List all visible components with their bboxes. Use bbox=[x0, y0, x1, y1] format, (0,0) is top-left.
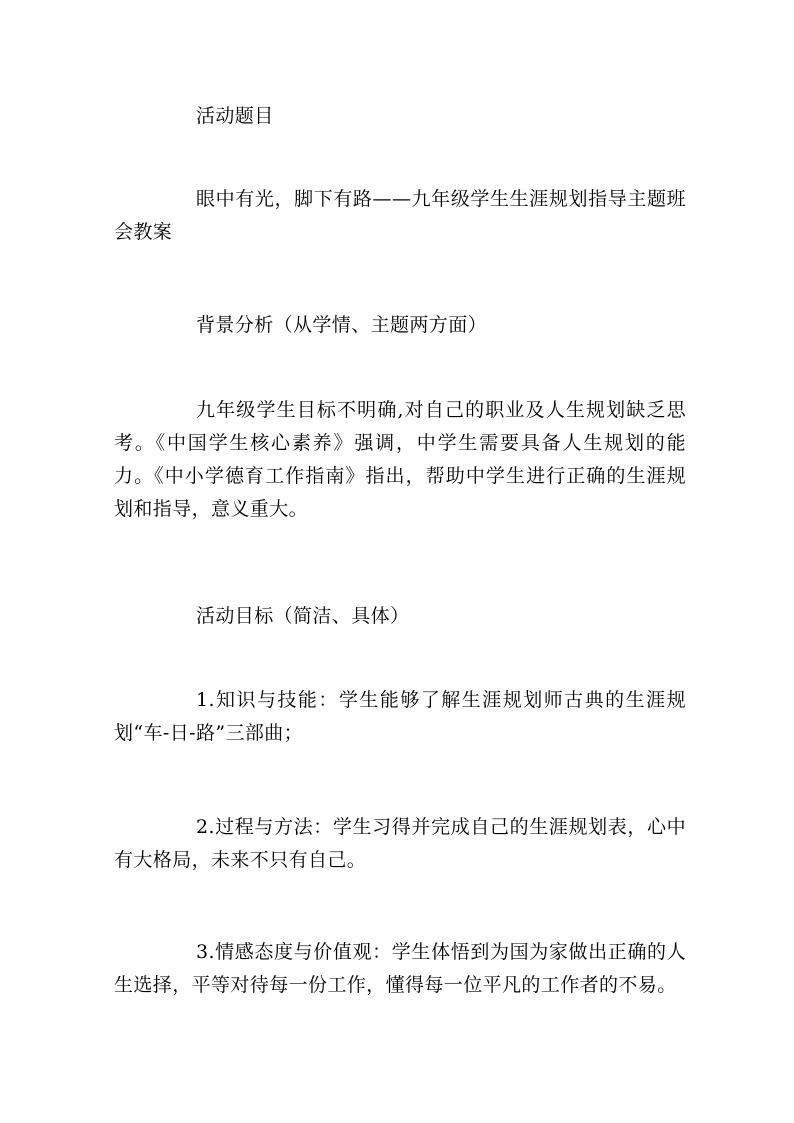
goal-item-values: 3.情感态度与价值观：学生体悟到为国为家做出正确的人生选择，平等对待每一份工作，懂得每一位平凡的工作者的不易。 bbox=[114, 941, 686, 996]
background-text: 九年级学生目标不明确,对自己的职业及人生规划缺乏思考。《中国学生核心素养》强调，中学生需要具备人生规划的能力。《中小学德育工作指南》指出，帮助中学生进行正确的生涯规划和指导，意义重大。 bbox=[114, 399, 686, 520]
goals-heading: 活动目标（简洁、具体） bbox=[196, 605, 410, 627]
activity-title: 眼中有光，脚下有路——九年级学生生涯规划指导主题班会教案 bbox=[114, 188, 686, 243]
background-heading: 背景分析（从学情、主题两方面） bbox=[196, 314, 488, 336]
goal-item-process: 2.过程与方法：学生习得并完成自己的生涯规划表，心中有大格局，未来不只有自己。 bbox=[114, 816, 686, 871]
activity-title-heading: 活动题目 bbox=[196, 105, 274, 127]
goal-item-knowledge: 1.知识与技能：学生能够了解生涯规划师古典的生涯规划“车-日-路”三部曲； bbox=[114, 689, 686, 744]
